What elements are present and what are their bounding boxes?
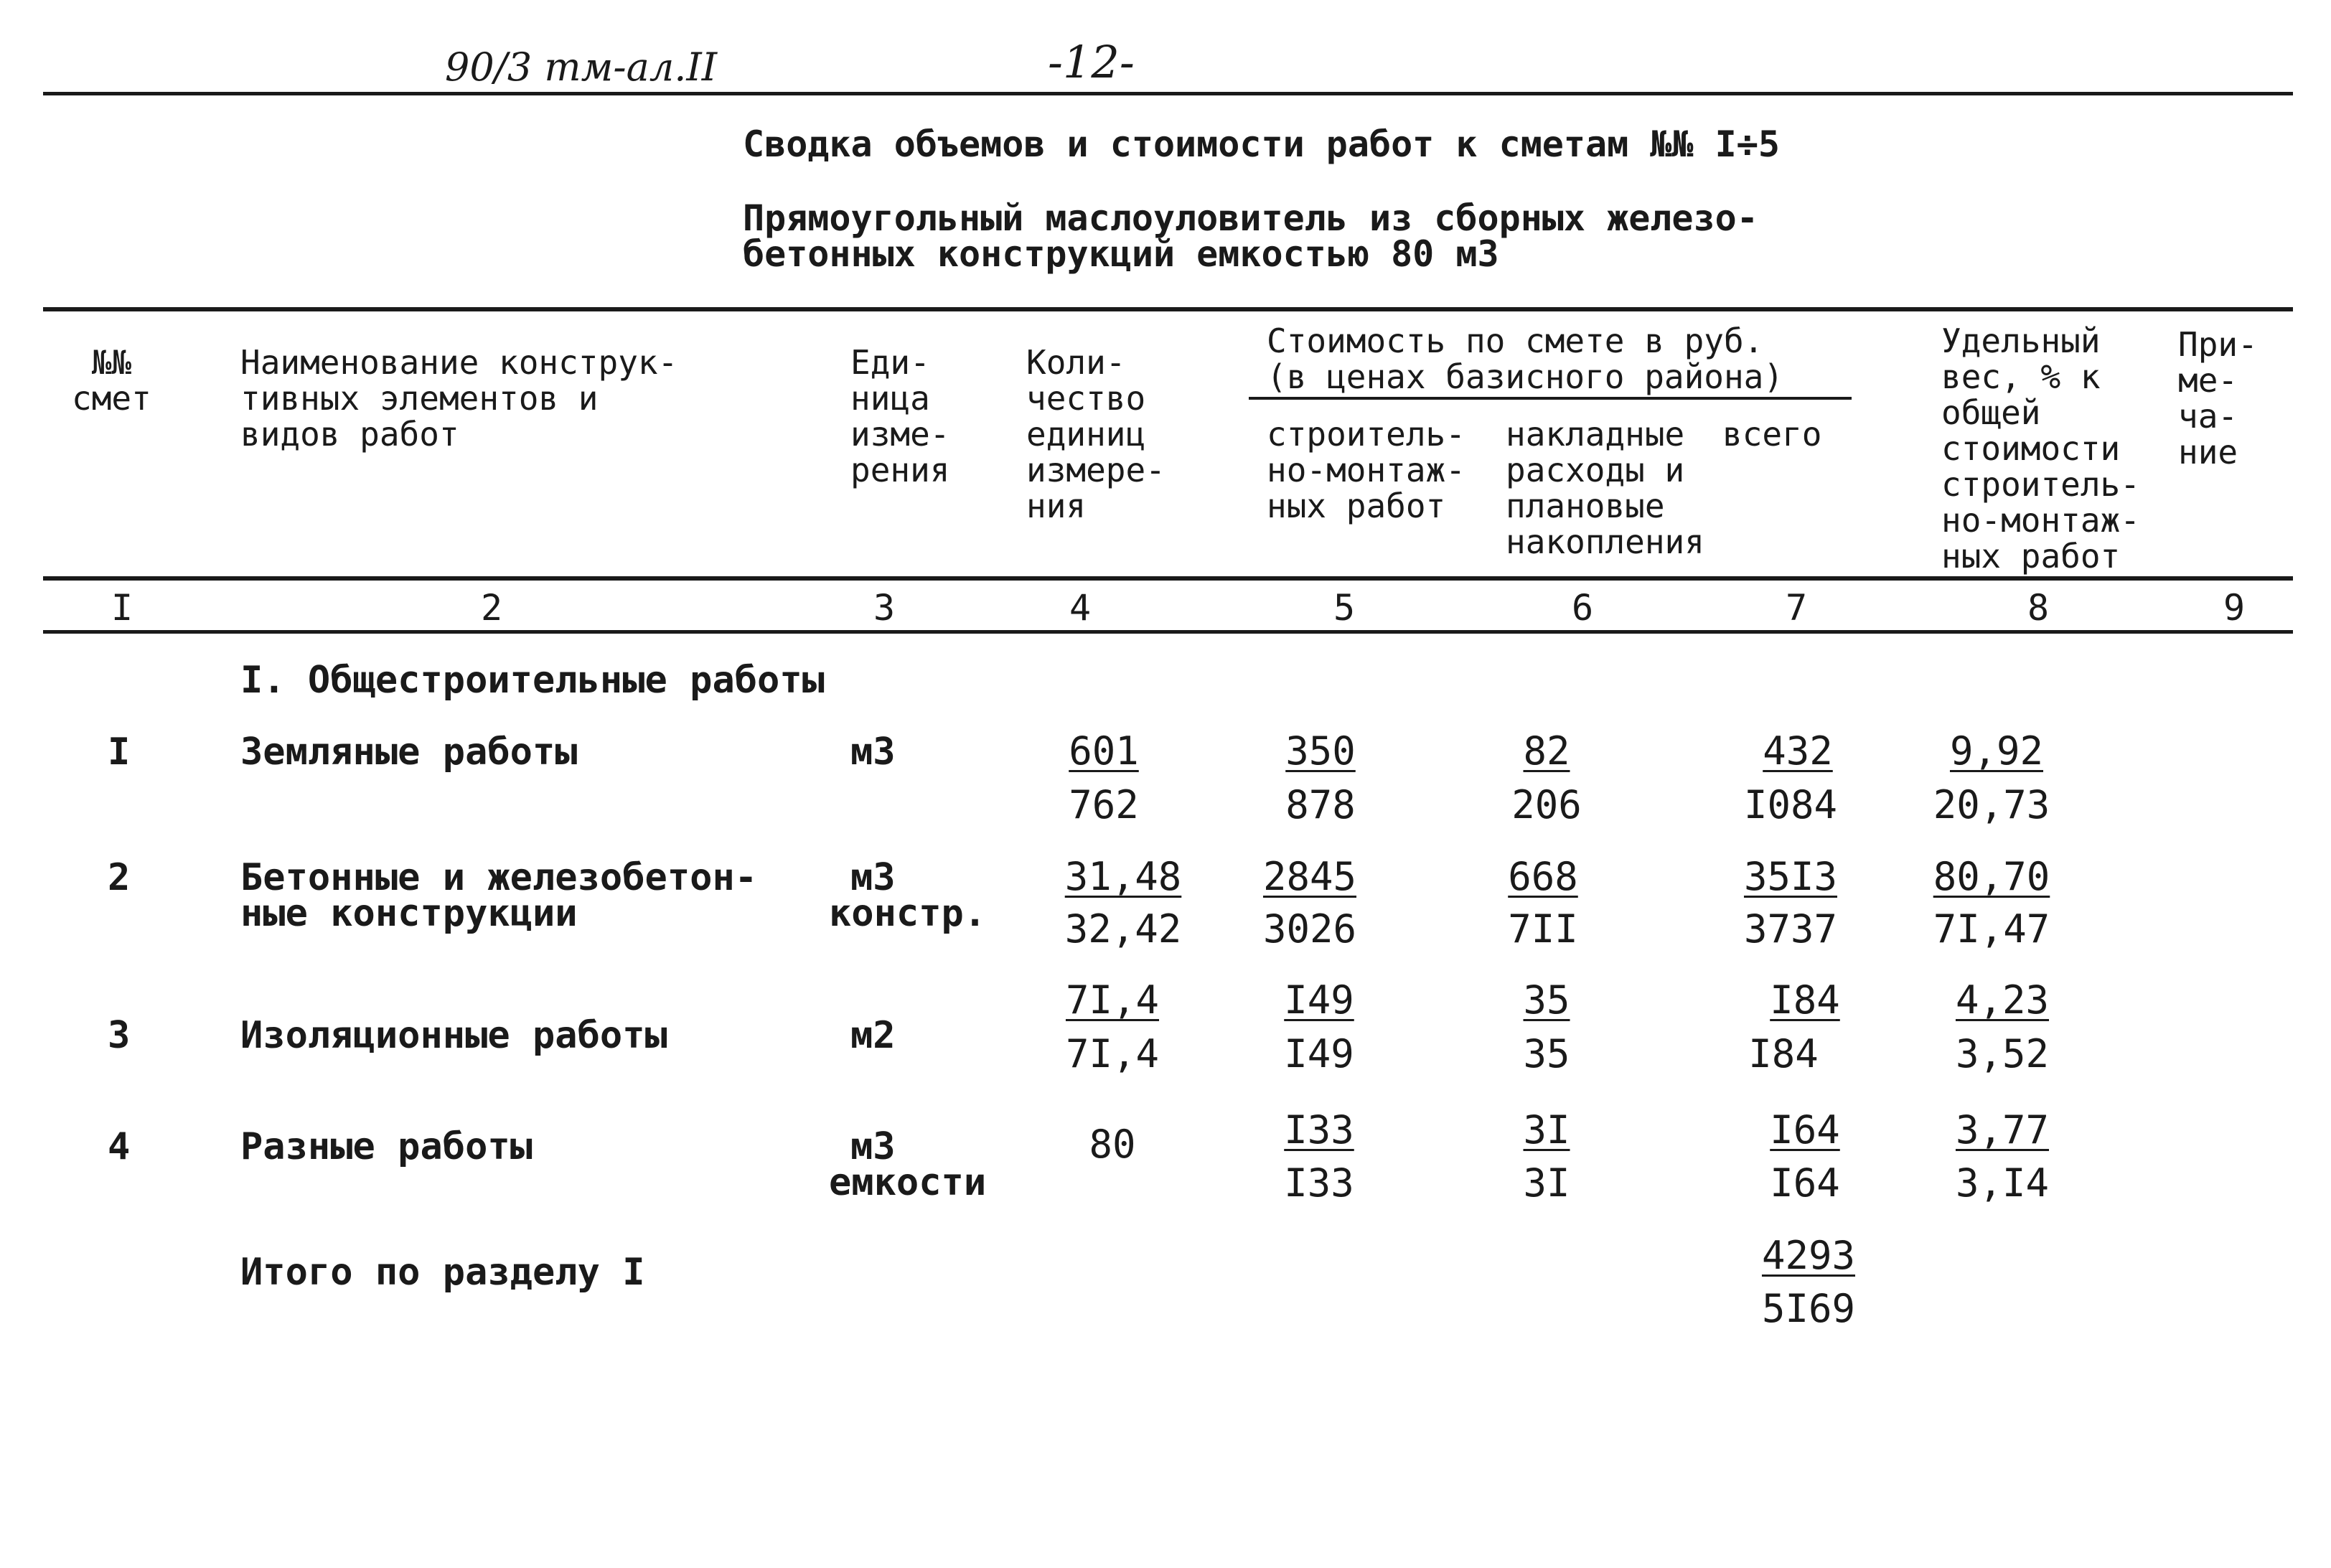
header-col8-line2: вес, % к	[1941, 357, 2101, 396]
header-col8-line1: Удельный	[1941, 321, 2101, 360]
row-number: 3	[108, 1014, 131, 1057]
row-name: Изоляционные работы	[240, 1014, 667, 1057]
total-cost-bottom: I084	[1743, 782, 1838, 827]
document-subtitle-line2: бетонных конструкций емкостью 80 м3	[743, 233, 1499, 275]
column-number: 6	[1572, 587, 1594, 629]
header-col6-line3: плановые	[1506, 487, 1665, 525]
total-cost-top: I84	[1770, 977, 1840, 1023]
header-col5	[1267, 416, 1465, 524]
construction-cost-bottom: 3026	[1262, 906, 1357, 952]
header-col1	[72, 344, 151, 416]
construction-cost-top: 350	[1285, 728, 1356, 774]
header-col8-line7: ных работ	[1941, 537, 2121, 576]
header-col6	[1506, 416, 1704, 560]
quantity-top: 80	[1089, 1122, 1136, 1167]
weight-top: 4,23	[1955, 977, 2050, 1023]
header-col5-line2: но-монтаж-	[1267, 451, 1465, 489]
weight-top: 80,70	[1933, 854, 2050, 899]
row-unit: м3	[850, 1125, 896, 1168]
overhead-cost-bottom: 35	[1523, 1031, 1570, 1076]
header-cost-group-line2: (в ценах базисного района)	[1267, 357, 1784, 396]
header-col2-line2: тивных элементов и	[240, 379, 599, 418]
construction-cost-bottom: 878	[1285, 782, 1356, 827]
row-number: I	[108, 731, 131, 774]
document-code: 90/3 тм-ал.II	[445, 44, 718, 90]
total-cost-top: I64	[1770, 1107, 1840, 1152]
row-unit-continued: констр.	[829, 892, 987, 935]
row-name: Бетонные и железобетон-	[240, 856, 758, 899]
total-cost-bottom: I84	[1748, 1031, 1819, 1076]
header-col7: всего	[1722, 415, 1822, 454]
total-cost-bottom: 3737	[1743, 906, 1838, 952]
construction-cost-bottom: I49	[1284, 1031, 1354, 1076]
quantity-bottom: 762	[1069, 782, 1139, 827]
header-col8-line5: строитель-	[1941, 465, 2140, 504]
quantity-bottom: 7I,4	[1065, 1031, 1160, 1076]
construction-cost-top: I33	[1284, 1107, 1354, 1152]
page-number: -12-	[1048, 36, 1135, 88]
header-col8-line6: но-монтаж-	[1941, 501, 2140, 540]
section-total-top: 4293	[1761, 1233, 1856, 1278]
header-cost-group	[1267, 323, 1783, 395]
section-total-label: Итого по разделу I	[240, 1251, 645, 1294]
weight-bottom: 3,I4	[1955, 1160, 2050, 1206]
header-col3	[850, 344, 949, 488]
column-number: 3	[873, 587, 896, 629]
weight-top: 9,92	[1949, 728, 2044, 774]
column-number: 9	[2223, 587, 2246, 629]
section-total-bottom: 5I69	[1761, 1286, 1856, 1331]
row-name: Разные работы	[240, 1125, 533, 1168]
total-cost-top: 432	[1763, 728, 1833, 774]
column-numbers-rule	[43, 630, 2293, 634]
header-col9-line4: ние	[2178, 433, 2238, 471]
row-name: Земляные работы	[240, 731, 578, 774]
header-col4-line3: единиц	[1026, 415, 1146, 454]
overhead-cost-bottom: 7II	[1508, 906, 1578, 952]
column-number: 5	[1333, 587, 1356, 629]
section-title: I. Общестроительные работы	[240, 659, 825, 702]
construction-cost-bottom: I33	[1284, 1160, 1354, 1206]
header-cost-group-rule	[1249, 397, 1852, 400]
header-cost-group-line1: Стоимость по смете в руб.	[1267, 321, 1764, 360]
overhead-cost-bottom: 206	[1511, 782, 1582, 827]
construction-cost-top: 2845	[1262, 854, 1357, 899]
overhead-cost-bottom: 3I	[1523, 1160, 1570, 1206]
row-number: 2	[108, 856, 131, 899]
weight-bottom: 20,73	[1933, 782, 2050, 827]
column-number: I	[111, 587, 133, 629]
weight-bottom: 7I,47	[1933, 906, 2050, 952]
header-col9-line3: ча-	[2178, 397, 2238, 436]
header-col6-line4: накопления	[1506, 522, 1704, 561]
total-cost-top: 35I3	[1743, 854, 1838, 899]
header-col4-line2: чество	[1026, 379, 1146, 418]
weight-bottom: 3,52	[1955, 1031, 2050, 1076]
header-col4-line4: измере-	[1026, 451, 1166, 489]
header-col3-line4: рения	[850, 451, 950, 489]
header-col2-line1: Наименование конструк-	[240, 343, 678, 382]
header-col9-line2: ме-	[2178, 361, 2238, 400]
header-col6-line1: накладные	[1506, 415, 1685, 454]
header-col4-line5: ния	[1026, 487, 1087, 525]
table-top-rule	[43, 307, 2293, 311]
header-col2	[240, 344, 677, 452]
header-col5-line1: строитель-	[1267, 415, 1465, 454]
overhead-cost-top: 82	[1523, 728, 1570, 774]
row-unit-continued: емкости	[829, 1161, 987, 1204]
top-rule	[43, 92, 2293, 95]
column-number: 7	[1786, 587, 1808, 629]
row-name-continued: ные конструкции	[240, 892, 578, 935]
quantity-top: 31,48	[1064, 854, 1182, 899]
quantity-top: 7I,4	[1065, 977, 1160, 1023]
construction-cost-top: I49	[1284, 977, 1354, 1023]
row-unit: м3	[850, 856, 896, 899]
header-bottom-rule	[43, 576, 2293, 581]
row-number: 4	[108, 1125, 131, 1168]
column-number: 2	[481, 587, 503, 629]
weight-top: 3,77	[1955, 1107, 2050, 1152]
document-subtitle-line1: Прямоугольный маслоуловитель из сборных железо-	[743, 197, 1758, 239]
header-col3-line1: Еди-	[850, 343, 930, 382]
header-col8	[1941, 323, 2140, 574]
header-col4-line1: Коли-	[1026, 343, 1126, 382]
header-col6-line2: расходы и	[1506, 451, 1685, 489]
overhead-cost-top: 3I	[1523, 1107, 1570, 1152]
header-col4	[1026, 344, 1166, 524]
header-col5-line3: ных работ	[1267, 487, 1446, 525]
header-col3-line2: ница	[850, 379, 930, 418]
overhead-cost-top: 668	[1508, 854, 1578, 899]
header-col9	[2178, 327, 2258, 470]
header-col1-line1: №№	[91, 343, 132, 382]
overhead-cost-top: 35	[1523, 977, 1570, 1023]
header-col8-line3: общей	[1941, 393, 2041, 432]
column-number: 4	[1069, 587, 1092, 629]
header-col3-line3: изме-	[850, 415, 950, 454]
column-number: 8	[2027, 587, 2050, 629]
row-unit: м3	[850, 731, 896, 774]
row-unit: м2	[850, 1014, 896, 1057]
header-col9-line1: При-	[2178, 325, 2258, 364]
quantity-bottom: 32,42	[1064, 906, 1182, 952]
total-cost-bottom: I64	[1770, 1160, 1840, 1206]
document-title: Сводка объемов и стоимости работ к сметам №№ I÷5	[743, 123, 1780, 165]
header-col2-line3: видов работ	[240, 415, 459, 454]
header-col8-line4: стоимости	[1941, 429, 2121, 468]
quantity-top: 601	[1069, 728, 1139, 774]
header-col1-line2: смет	[72, 379, 151, 418]
